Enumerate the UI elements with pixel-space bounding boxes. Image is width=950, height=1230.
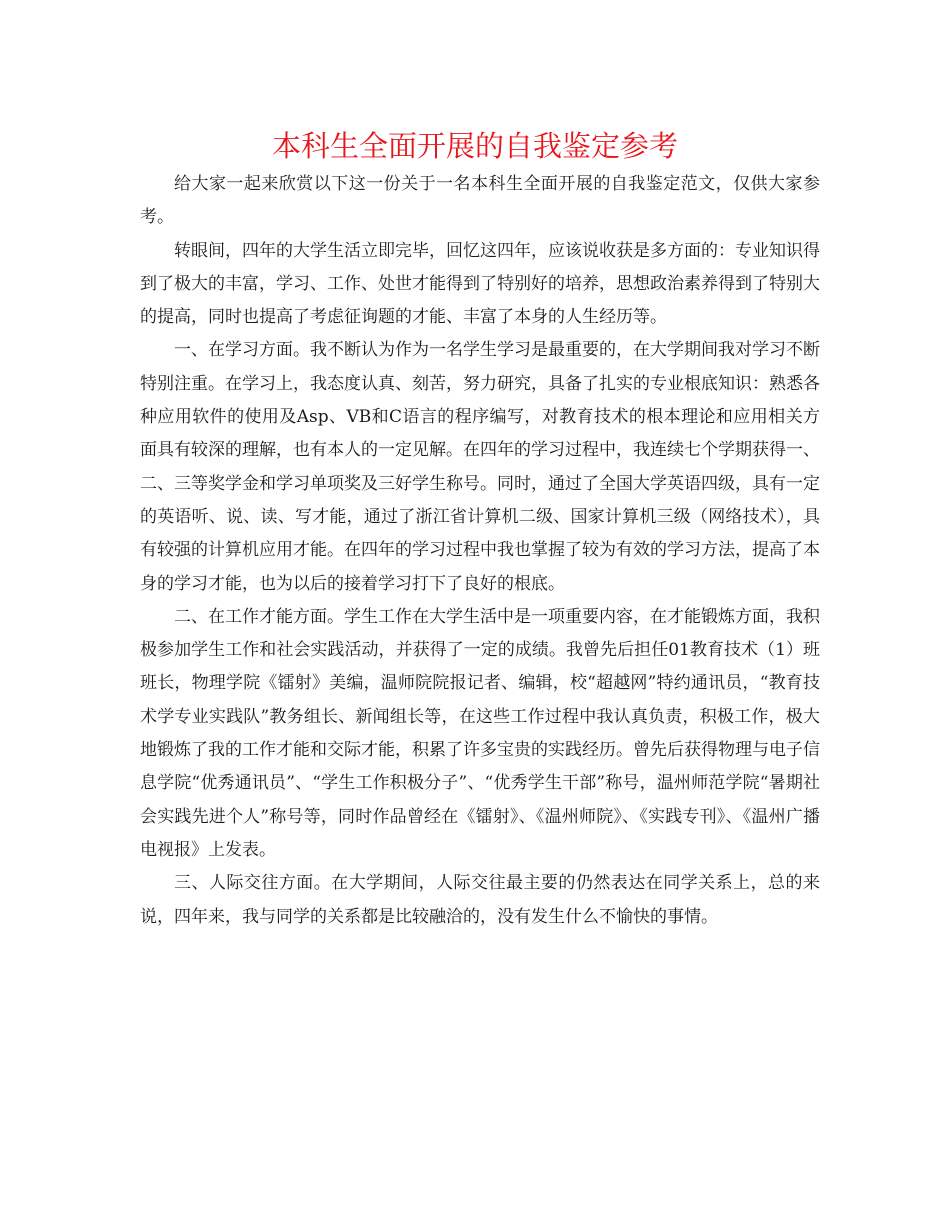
paragraph-study: 一、在学习方面。我不断认为作为一名学生学习是最重要的，在大学期间我对学习不断特别注重。在学习上，我态度认真、刻苦，努力研究，具备了扎实的专业根底知识：熟悉各种应用软件的使用及Asp、VB和C语言的程序编写，对教育技术的根本理论和应用相关方面具有较深的理解，也有本人的一定见解。在四年的学习过程中，我连续七个学期获得一、二、三等奖学金和学习单项奖及三好学生称号。同时，通过了全国大学英语四级，具有一定的英语听、说、读、写才能，通过了浙江省计算机二级、国家计算机三级（网络技术），具有较强的计算机应用才能。在四年的学习过程中我也掌握了较为有效的学习方法，提高了本身的学习才能，也为以后的接着学习打下了良好的根底。 bbox=[140, 340, 820, 594]
paragraph-overview: 转眼间，四年的大学生活立即完毕，回忆这四年，应该说收获是多方面的：专业知识得到了极大的丰富，学习、工作、处世才能得到了特别好的培养，思想政治素养得到了特别大的提高，同时也提高了考虑征询题的才能、丰富了本身的人生经历等。 bbox=[140, 240, 820, 328]
paragraph-work: 二、在工作才能方面。学生工作在大学生活中是一项重要内容，在才能锻炼方面，我积极参加学生工作和社会实践活动，并获得了一定的成绩。我曾先后担任01教育技术（1）班班长，物理学院《镭射》美编，温师院院报记者、编辑，校“超越网”特约通讯员，“教育技术学专业实践队”教务组长、新闻组长等，在这些工作过程中我认真负责，积极工作，极大地锻炼了我的工作才能和交际才能，积累了许多宝贵的实践经历。曾先后获得物理与电子信息学院“优秀通讯员”、“学生工作积极分子”、“优秀学生干部”称号，温州师范学院“暑期社会实践先进个人”称号等，同时作品曾经在《镭射》、《温州师院》、《实践专刊》、《温州广播电视报》上发表。 bbox=[140, 606, 820, 860]
paragraph-social: 三、人际交往方面。在大学期间，人际交往最主要的仍然表达在同学关系上，总的来说，四年来，我与同学的关系都是比较融洽的，没有发生什么不愉快的事情。 bbox=[140, 873, 820, 927]
paragraph-intro: 给大家一起来欣赏以下这一份关于一名本科生全面开展的自我鉴定范文，仅供大家参考。 bbox=[140, 174, 820, 228]
document-body bbox=[140, 168, 820, 934]
document-title: 本科生全面开展的自我鉴定参考 bbox=[271, 129, 678, 163]
